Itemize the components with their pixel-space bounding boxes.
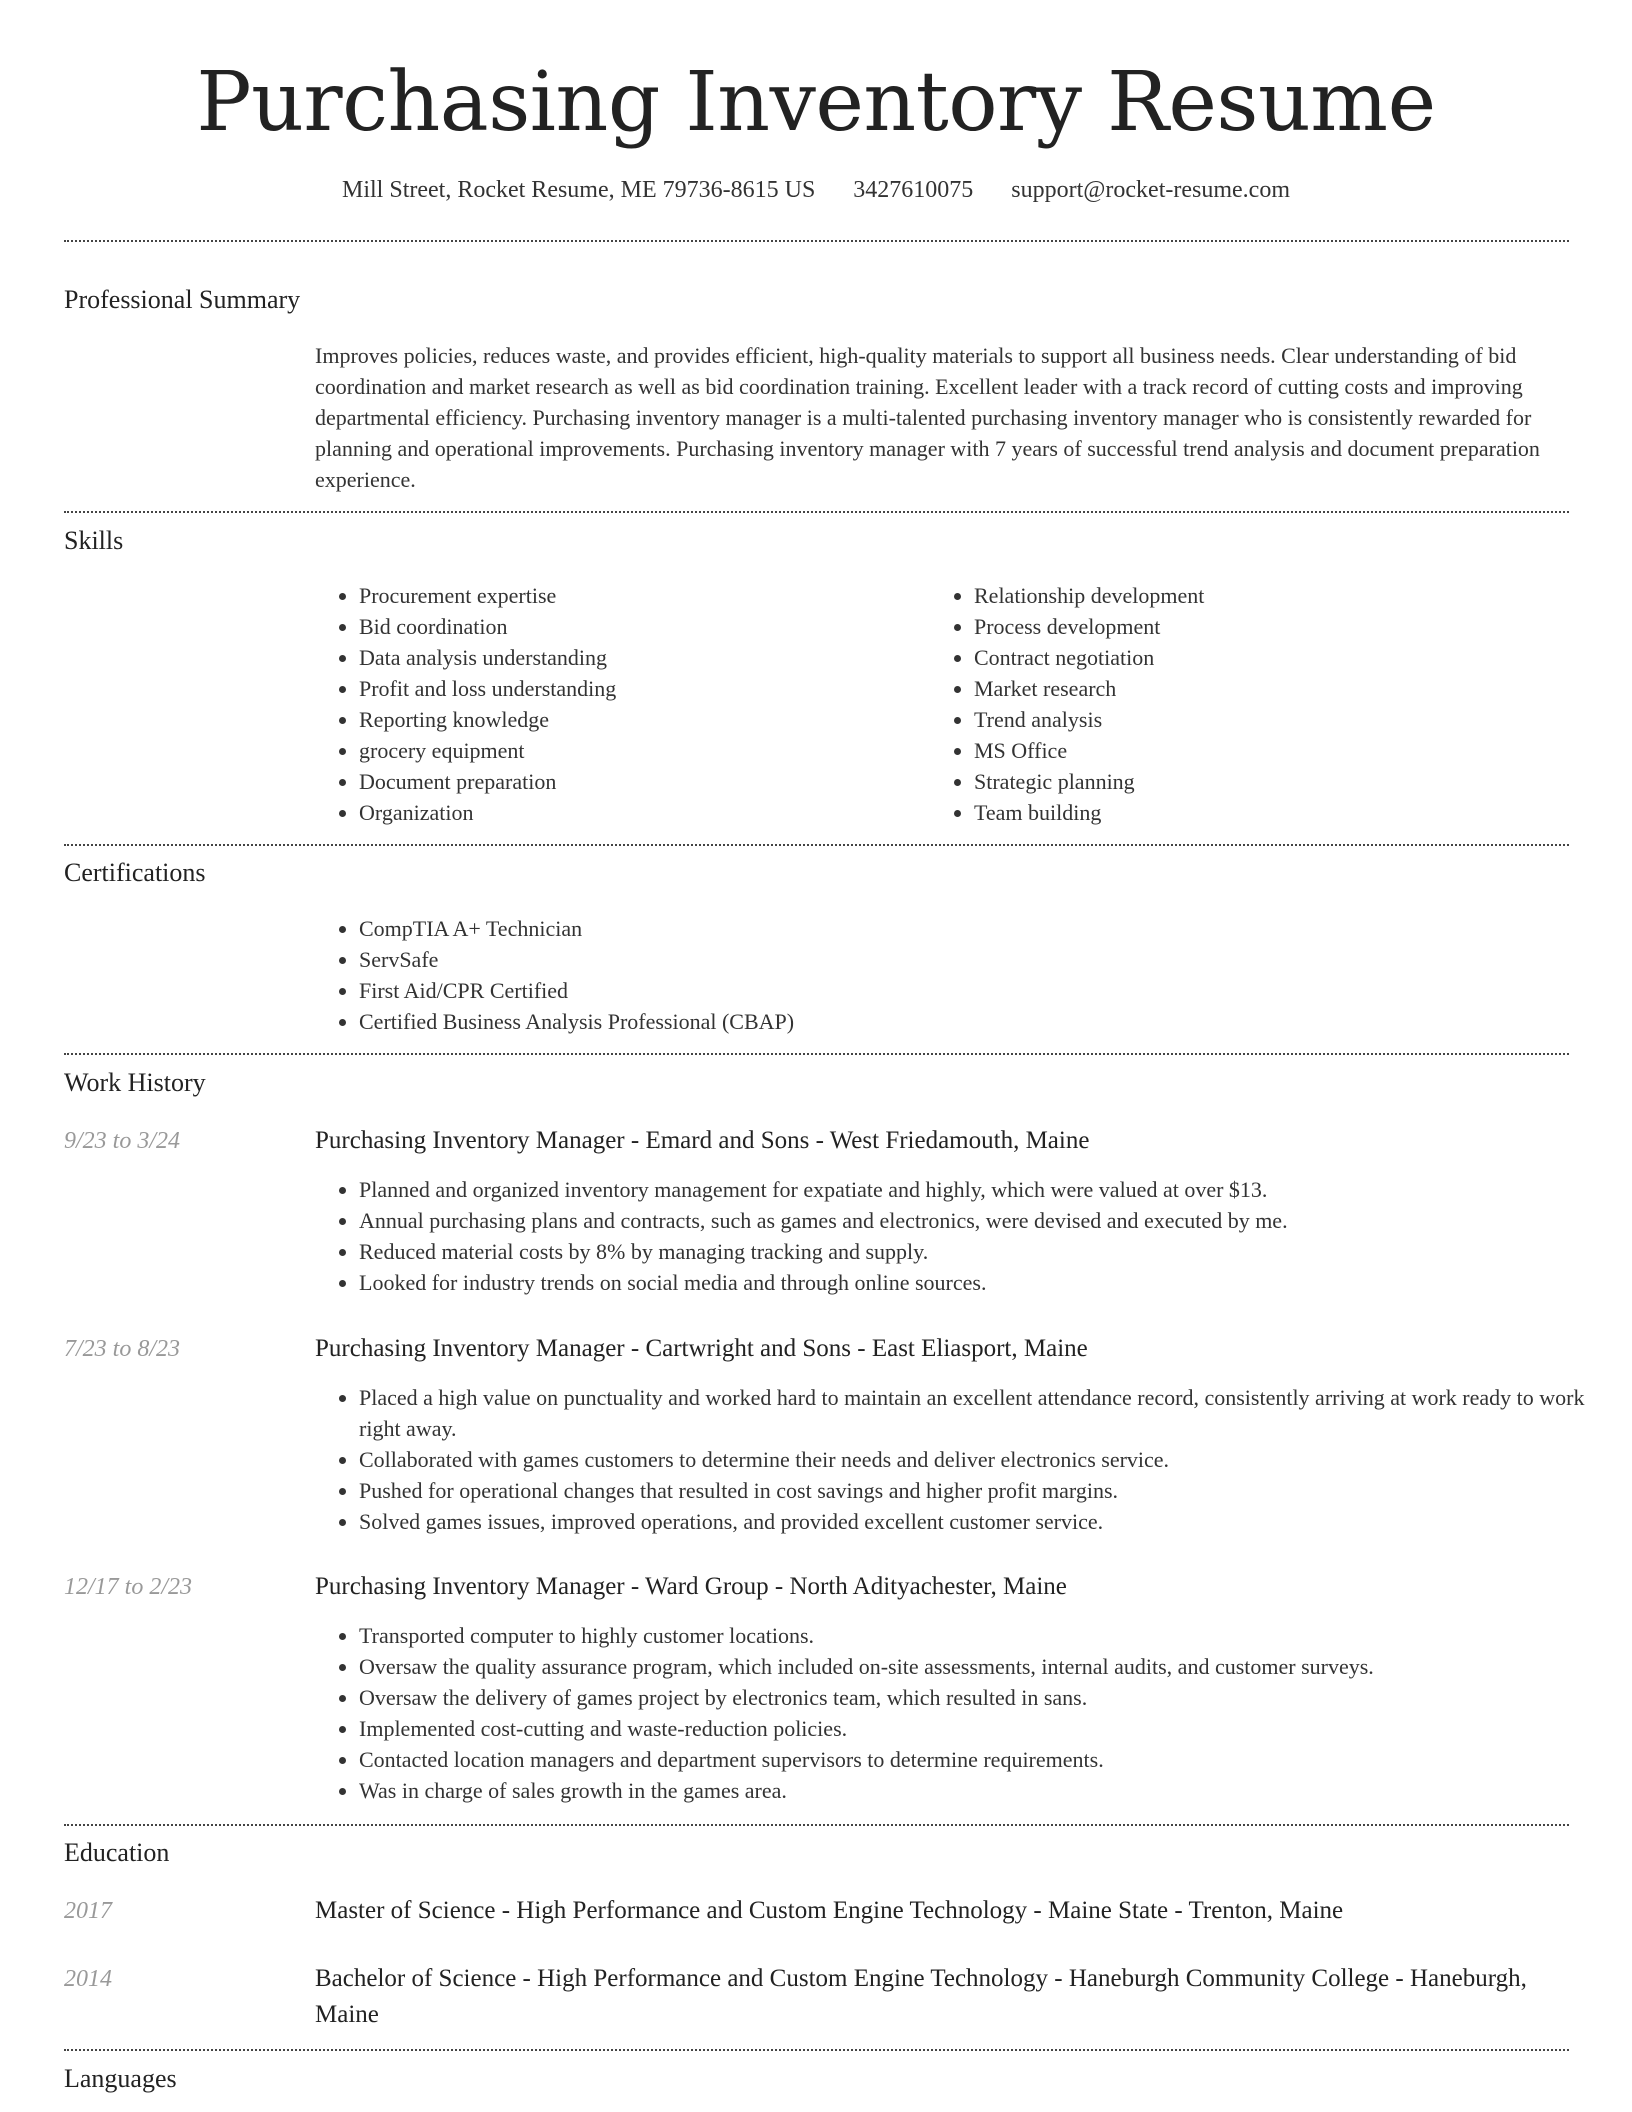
education-entry: Bachelor of Science - High Performance and Custom Engine Technology - Haneburgh Community College - Haneburgh, Maine xyxy=(315,1965,1527,2028)
skill-item: • Organization xyxy=(359,797,919,828)
section-divider xyxy=(64,240,1569,242)
skill-item: • Trend analysis xyxy=(974,704,1574,735)
job-bullet: • Looked for industry trends on social media and through online sources. xyxy=(359,1267,1609,1298)
skill-item: • Process development xyxy=(974,611,1574,642)
certifications-heading: Certifications xyxy=(64,858,206,887)
job-bullet: • Placed a high value on punctuality and worked hard to maintain an excellent attendance record, consistently arriving at work ready to work right away. xyxy=(359,1382,1609,1444)
section-divider xyxy=(64,844,1569,846)
skill-item: • Market research xyxy=(974,673,1574,704)
job-title: Purchasing Inventory Manager - Ward Group - North Adityachester, Maine xyxy=(315,1573,1067,1600)
job-bullet: • Contacted location managers and department supervisors to determine requirements. xyxy=(359,1744,1609,1775)
job-bullets xyxy=(315,1382,1609,1537)
certifications-list xyxy=(315,913,1559,1037)
skills-list-left xyxy=(315,580,919,828)
skills-list-right xyxy=(930,580,1574,828)
job-bullet: • Oversaw the delivery of games project by electronics team, which resulted in sans. xyxy=(359,1682,1609,1713)
summary-text: Improves policies, reduces waste, and provides efficient, high-quality materials to support all business needs. Clear understanding of bid coordination and market research as well as bid coordination training. Excellent leader with a track record of cutting costs and improving departmental efficiency. Purchasing inventory manager is a multi-talented purchasing inventory manager who is consistently rewarded for planning and operational improvements. Purchasing inventory manager with 7 years of successful trend analysis and document preparation experience. xyxy=(315,343,1540,492)
section-divider xyxy=(64,1824,1569,1826)
job-bullet: • Reduced material costs by 8% by managing tracking and supply. xyxy=(359,1236,1609,1267)
certification-item: • CompTIA A+ Technician xyxy=(359,913,1559,944)
education-year: 2017 xyxy=(64,1898,112,1924)
skill-item: • Profit and loss understanding xyxy=(359,673,919,704)
job-dates: 12/17 to 2/23 xyxy=(64,1574,193,1600)
section-divider xyxy=(64,2049,1569,2051)
section-divider xyxy=(64,511,1569,513)
job-bullet: • Was in charge of sales growth in the games area. xyxy=(359,1775,1609,1806)
education-year: 2014 xyxy=(64,1966,112,1992)
job-bullet: • Collaborated with games customers to determine their needs and deliver electronics service. xyxy=(359,1444,1609,1475)
skills-heading: Skills xyxy=(64,526,124,555)
certification-item: • ServSafe xyxy=(359,944,1559,975)
contact-line xyxy=(0,170,1632,210)
job-bullet: • Transported computer to highly customer locations. xyxy=(359,1620,1609,1651)
job-title: Purchasing Inventory Manager - Cartwright and Sons - East Eliasport, Maine xyxy=(315,1335,1088,1362)
skill-item: • Document preparation xyxy=(359,766,919,797)
education-heading: Education xyxy=(64,1838,170,1867)
summary-heading: Professional Summary xyxy=(64,285,301,314)
skill-item: • Relationship development xyxy=(974,580,1574,611)
skill-item: • Reporting knowledge xyxy=(359,704,919,735)
certification-item: • Certified Business Analysis Professional (CBAP) xyxy=(359,1006,1559,1037)
skill-item: • grocery equipment xyxy=(359,735,919,766)
skill-item: • Contract negotiation xyxy=(974,642,1574,673)
section-divider xyxy=(64,1053,1569,1055)
contact-email: support@rocket-resume.com xyxy=(1011,177,1290,203)
resume-title: Purchasing Inventory Resume xyxy=(196,55,1436,150)
work-history-heading: Work History xyxy=(64,1068,206,1097)
skill-item: • Team building xyxy=(974,797,1574,828)
skill-item: • Strategic planning xyxy=(974,766,1574,797)
skill-item: • Procurement expertise xyxy=(359,580,919,611)
job-dates: 9/23 to 3/24 xyxy=(64,1128,181,1154)
job-title: Purchasing Inventory Manager - Emard and Sons - West Friedamouth, Maine xyxy=(315,1127,1090,1154)
education-entry: Master of Science - High Performance and Custom Engine Technology - Maine State - Trenton, Maine xyxy=(315,1897,1344,1924)
skill-item: • Data analysis understanding xyxy=(359,642,919,673)
job-bullet: • Implemented cost-cutting and waste-reduction policies. xyxy=(359,1713,1609,1744)
job-bullets xyxy=(315,1620,1609,1806)
contact-phone: 3427610075 xyxy=(853,177,974,203)
certification-item: • First Aid/CPR Certified xyxy=(359,975,1559,1006)
job-dates: 7/23 to 8/23 xyxy=(64,1336,181,1362)
job-bullet: • Planned and organized inventory management for expatiate and highly, which were valued at over $13. xyxy=(359,1174,1609,1205)
skill-item: • Bid coordination xyxy=(359,611,919,642)
job-bullets xyxy=(315,1174,1609,1298)
job-bullet: • Pushed for operational changes that resulted in cost savings and higher profit margins. xyxy=(359,1475,1609,1506)
job-bullet: • Annual purchasing plans and contracts, such as games and electronics, were devised and executed by me. xyxy=(359,1205,1609,1236)
contact-address: Mill Street, Rocket Resume, ME 79736-8615 US xyxy=(342,177,816,203)
skill-item: • MS Office xyxy=(974,735,1574,766)
languages-heading: Languages xyxy=(64,2064,177,2093)
job-bullet: • Oversaw the quality assurance program, which included on-site assessments, internal audits, and customer surveys. xyxy=(359,1651,1609,1682)
job-bullet: • Solved games issues, improved operations, and provided excellent customer service. xyxy=(359,1506,1609,1537)
